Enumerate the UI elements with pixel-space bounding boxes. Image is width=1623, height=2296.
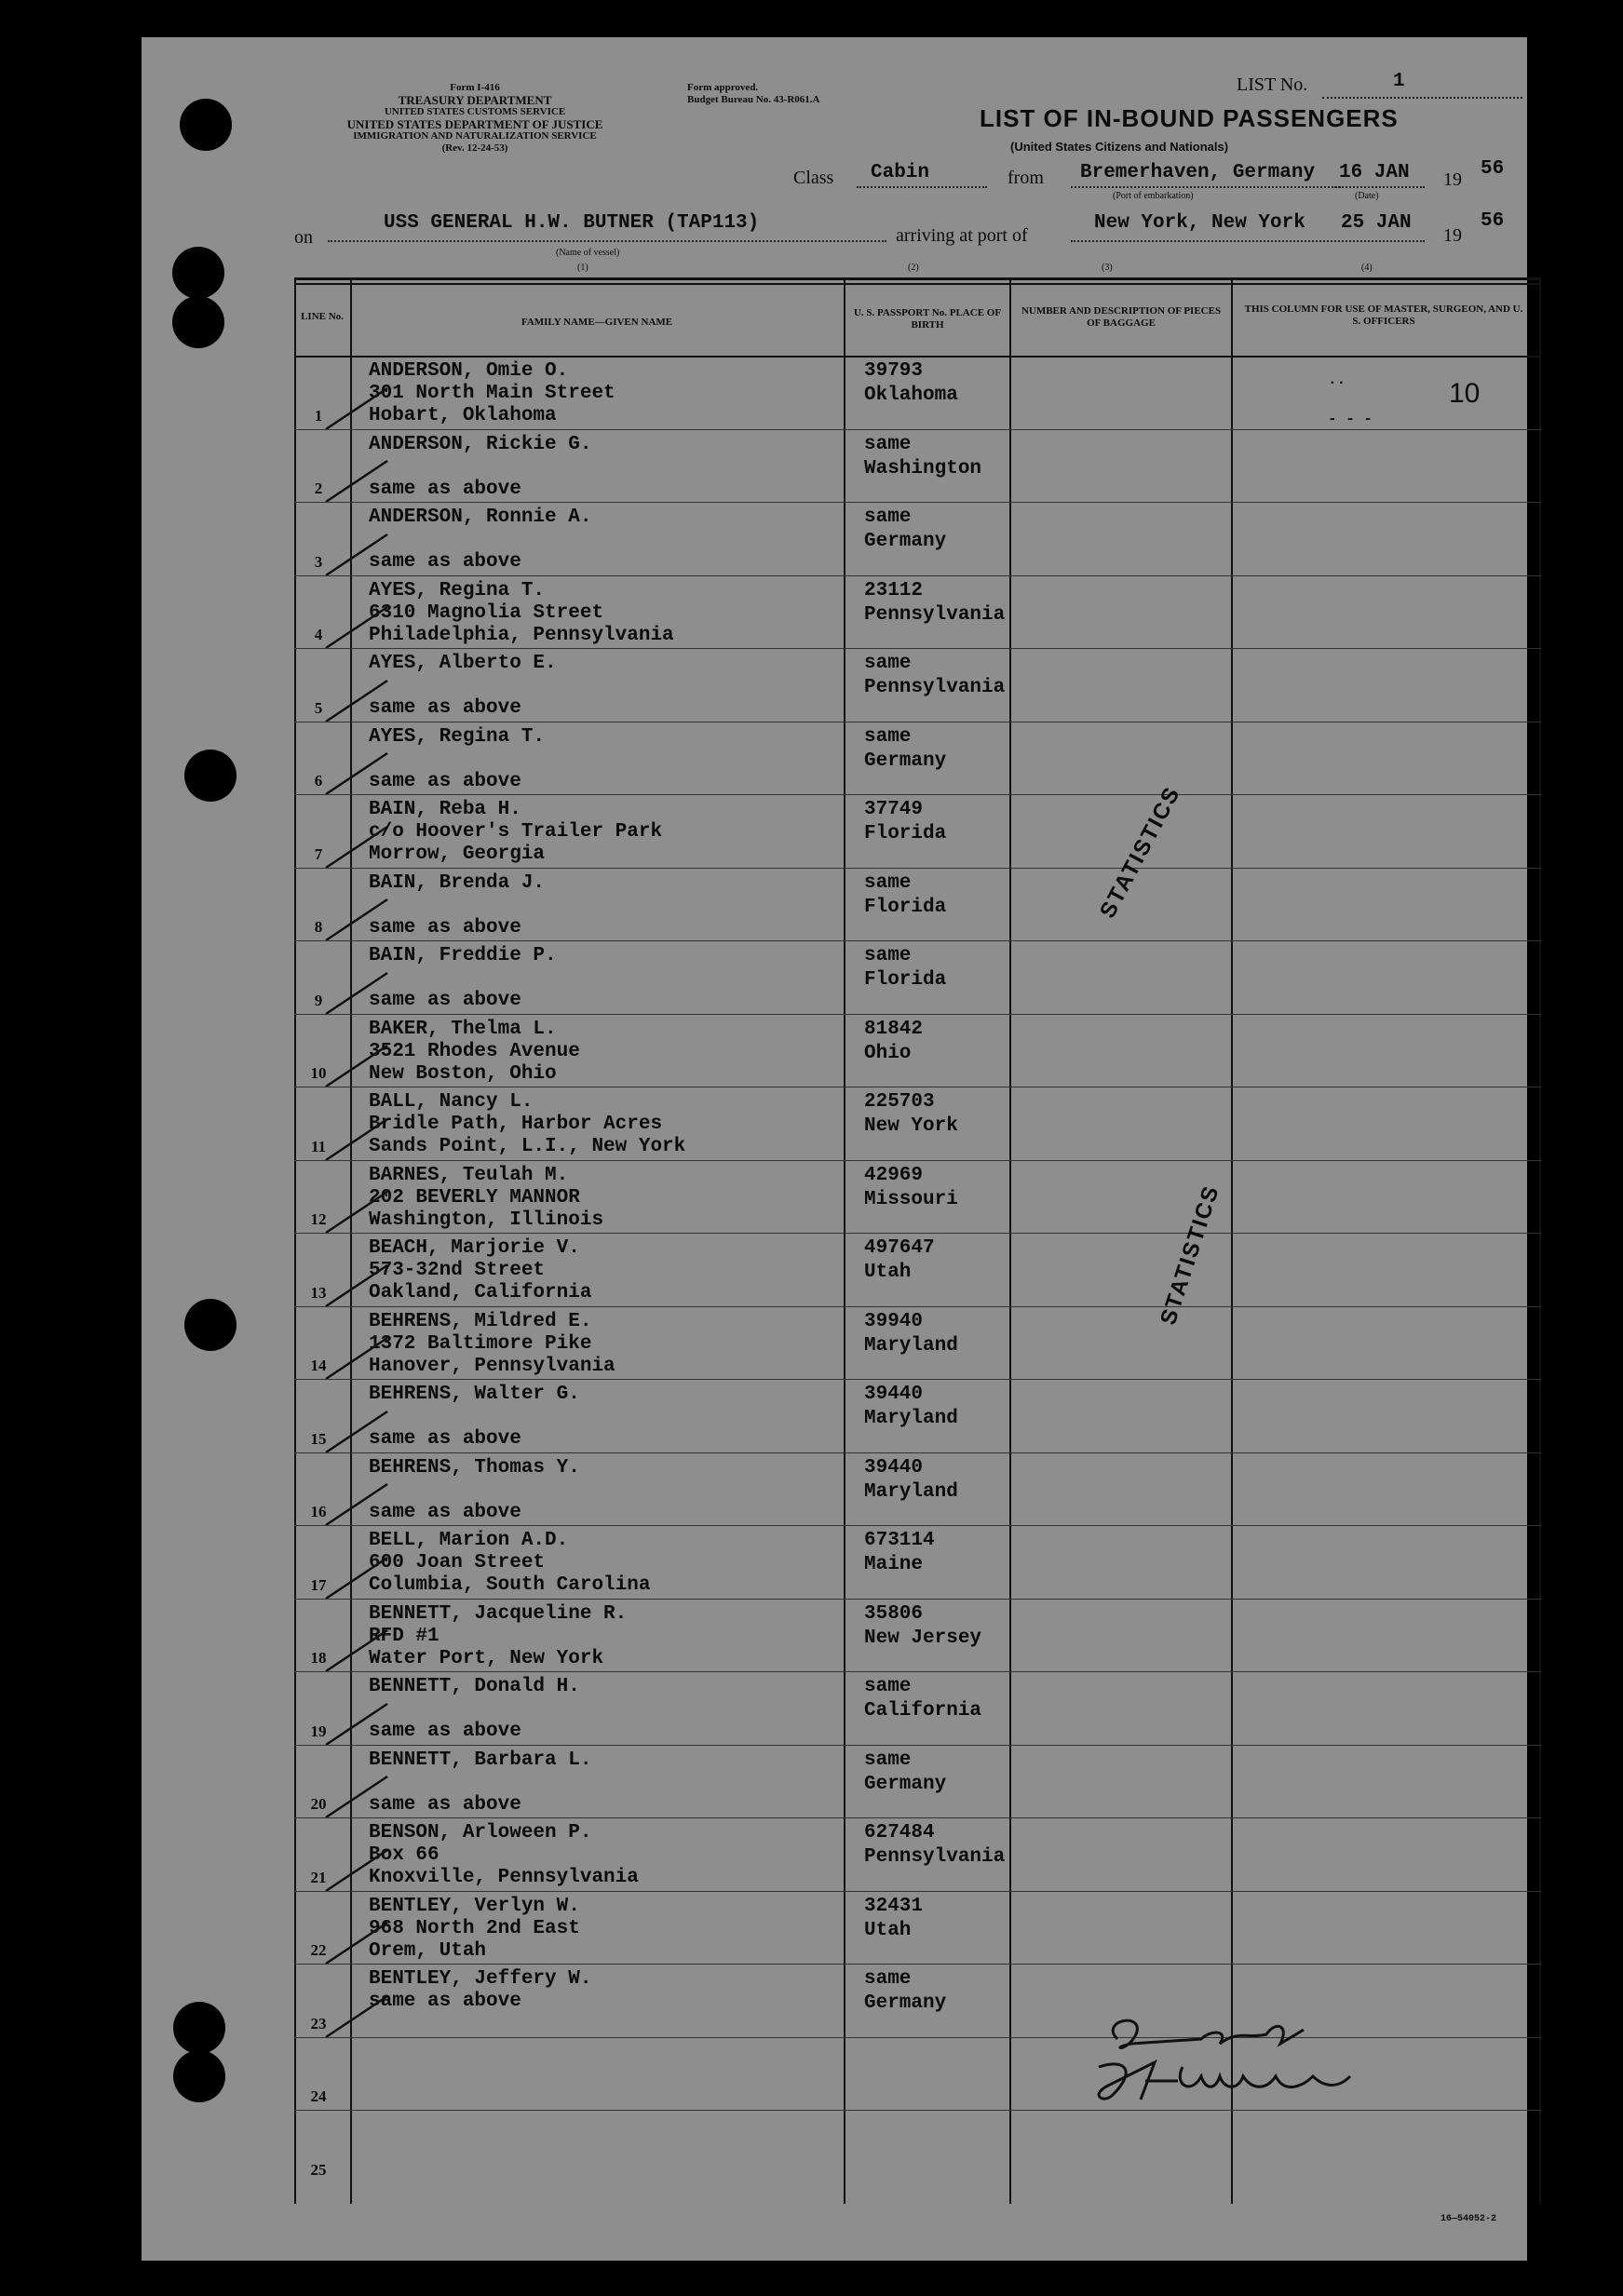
check-mark — [322, 746, 397, 802]
passenger-name: BEHRENS, Mildred E. — [369, 1310, 592, 1332]
row-separator — [294, 1817, 1541, 1818]
form-approval — [687, 82, 820, 106]
passport-number: 81842 — [864, 1018, 924, 1040]
binder-hole — [184, 1299, 237, 1351]
check-mark — [322, 1038, 397, 1094]
passport-number: same — [864, 506, 912, 528]
passport-number: same — [864, 725, 912, 748]
col-2-caption: (2) — [908, 263, 919, 273]
passenger-name: BENSON, Arloween P. — [369, 1822, 592, 1844]
header-family-name: FAMILY NAME—GIVEN NAME — [521, 317, 673, 328]
from-label: from — [1008, 168, 1044, 188]
officer-count: 10 — [1449, 378, 1481, 409]
check-mark — [322, 527, 397, 583]
row-separator — [294, 1671, 1541, 1672]
passenger-address-2: Hobart, Oklahoma — [369, 405, 557, 426]
row-separator — [294, 1160, 1541, 1161]
place-of-birth: Pennsylvania — [864, 677, 1006, 698]
place-of-birth: Germany — [864, 1773, 947, 1795]
binder-hole — [173, 2050, 225, 2102]
check-mark — [322, 1404, 397, 1460]
passenger-name: ANDERSON, Rickie G. — [369, 433, 592, 455]
place-of-birth: New York — [864, 1115, 958, 1137]
place-of-birth: Washington — [864, 457, 982, 479]
from-value: Bremerhaven, Germany — [1080, 162, 1316, 183]
arrival-port: New York, New York — [1094, 212, 1305, 234]
passenger-address-2: Orem, Utah — [369, 1939, 487, 1962]
passenger-name: BEHRENS, Walter G. — [369, 1384, 580, 1405]
passenger-name: BALL, Nancy L. — [369, 1091, 534, 1113]
binder-hole — [172, 247, 224, 299]
passport-number: 37749 — [864, 799, 924, 820]
check-mark — [322, 1184, 397, 1240]
table-top-rule-2 — [294, 283, 1541, 285]
place-of-birth: Germany — [864, 531, 947, 552]
page-subtitle: (United States Citizens and Nationals) — [1010, 140, 1229, 154]
row-separator — [294, 868, 1541, 869]
passenger-name: AYES, Regina T. — [369, 725, 546, 748]
form-number: Form I-416 — [450, 82, 500, 93]
check-mark — [322, 600, 397, 655]
header-line-no: LINE No. — [301, 311, 344, 322]
binder-hole — [184, 750, 237, 802]
table-left-border — [294, 277, 296, 2204]
port-caption: (Port of embarkation) — [1113, 191, 1194, 201]
passenger-name: AYES, Regina T. — [369, 579, 546, 601]
officer-dashes: - - - — [1328, 411, 1373, 427]
row-separator — [294, 648, 1541, 649]
passenger-address-2: Sands Point, L.I., New York — [369, 1136, 686, 1157]
binder-hole — [173, 2002, 225, 2054]
table-top-rule — [294, 277, 1541, 280]
passenger-address-2: Philadelphia, Pennsylvania — [369, 624, 674, 646]
passenger-name: BARNES, Teulah M. — [369, 1164, 569, 1186]
passport-number: 39440 — [864, 1456, 924, 1479]
passport-number: same — [864, 433, 912, 455]
check-mark — [322, 453, 397, 509]
line-number: 5 — [314, 698, 323, 717]
passport-number: 627484 — [864, 1822, 935, 1844]
passenger-address-2: New Boston, Ohio — [369, 1062, 557, 1085]
statistics-stamp: STATISTICS — [1095, 781, 1186, 923]
passenger-name: BEHRENS, Thomas Y. — [369, 1456, 580, 1479]
place-of-birth: Maine — [864, 1554, 924, 1575]
date-caption: (Date) — [1355, 191, 1379, 201]
line-number: 24 — [310, 2087, 327, 2105]
passport-number: same — [864, 871, 912, 894]
passport-number: same — [864, 1749, 912, 1771]
check-mark — [322, 673, 397, 729]
passenger-address-1: 202 BEVERLY MANNOR — [369, 1186, 580, 1209]
passport-number: same — [864, 1676, 912, 1697]
passenger-address-1: 600 Joan Street — [369, 1552, 546, 1573]
officer-signature — [1089, 2002, 1406, 2114]
passenger-address-2: Hanover, Pennsylvania — [369, 1355, 615, 1377]
row-separator — [294, 794, 1541, 795]
check-mark — [322, 1550, 397, 1606]
passenger-address-2: same as above — [369, 916, 521, 939]
passenger-address-2: Water Port, New York — [369, 1647, 604, 1669]
passenger-address-1: 968 North 2nd East — [369, 1917, 580, 1939]
passenger-address-2: Oakland, California — [369, 1282, 592, 1303]
passenger-name: BENNETT, Donald H. — [369, 1676, 580, 1697]
passenger-address-1: Bridle Path, Harbor Acres — [369, 1114, 663, 1135]
passenger-name: AYES, Alberto E. — [369, 653, 557, 674]
from-line — [1071, 186, 1341, 188]
check-mark — [322, 1112, 397, 1168]
line-number: 16 — [310, 1503, 327, 1520]
line-number: 4 — [314, 626, 323, 643]
list-no-value: 1 — [1393, 71, 1405, 92]
passenger-address-2: same as above — [369, 1793, 521, 1816]
place-of-birth: Maryland — [864, 1480, 958, 1503]
check-mark — [322, 1843, 397, 1898]
place-of-birth: Ohio — [864, 1042, 912, 1064]
place-of-birth: New Jersey — [864, 1627, 982, 1649]
row-separator — [294, 1014, 1541, 1015]
check-mark — [322, 381, 397, 437]
line-number: 13 — [310, 1283, 327, 1302]
row-separator — [294, 722, 1541, 723]
page-title: LIST OF IN-BOUND PASSENGERS — [980, 104, 1399, 132]
line-number: 17 — [310, 1575, 327, 1594]
place-of-birth: Florida — [864, 823, 947, 844]
passenger-address-2: same as above — [369, 990, 521, 1011]
check-mark — [322, 1769, 397, 1825]
passenger-address-1: 573-32nd Street — [369, 1260, 546, 1281]
line-number: 15 — [310, 1429, 327, 1448]
row-separator — [294, 502, 1541, 503]
line-number: 22 — [310, 1941, 327, 1959]
passenger-address-1: 6310 Magnolia Street — [369, 601, 604, 624]
arrival-year-prefix: 19 — [1443, 225, 1462, 246]
date-line — [1332, 186, 1425, 188]
passenger-address-2: same as above — [369, 1501, 521, 1523]
col-divider-baggage — [1231, 277, 1233, 2204]
passenger-name: BENTLEY, Verlyn W. — [369, 1895, 580, 1917]
header-officers: THIS COLUMN FOR USE OF MASTER, SURGEON, AND U. S. OFFICERS — [1244, 304, 1523, 327]
passenger-name: ANDERSON, Omie O. — [369, 360, 569, 382]
passenger-name: BAKER, Thelma L. — [369, 1018, 557, 1040]
line-number: 18 — [310, 1649, 327, 1667]
place-of-birth: Maryland — [864, 1408, 958, 1429]
passport-number: 497647 — [864, 1237, 935, 1259]
passenger-address-2: same as above — [369, 770, 521, 792]
passport-number: 35806 — [864, 1602, 924, 1625]
line-number: 2 — [314, 479, 323, 497]
passenger-address-2: same as above — [369, 1428, 521, 1450]
place-of-birth: Utah — [864, 1919, 912, 1941]
list-no-line — [1322, 97, 1522, 99]
passenger-name: BAIN, Reba H. — [369, 799, 521, 820]
passenger-name: BEACH, Marjorie V. — [369, 1237, 580, 1259]
line-number: 21 — [310, 1868, 327, 1886]
place-of-birth: Florida — [864, 896, 947, 918]
passport-number: 42969 — [864, 1164, 924, 1186]
row-separator — [294, 1452, 1541, 1453]
check-mark — [322, 1258, 397, 1314]
col-4-caption: (4) — [1361, 263, 1373, 273]
row-separator — [294, 1964, 1541, 1965]
revision-label: (Rev. 12-24-53) — [441, 142, 508, 154]
passenger-address-2: Washington, Illinois — [369, 1209, 604, 1231]
header-bottom-rule — [294, 356, 1541, 358]
place-of-birth: Florida — [864, 969, 947, 991]
arrival-date: 25 JAN — [1341, 212, 1412, 234]
check-mark — [322, 1477, 397, 1533]
passport-number: 32431 — [864, 1895, 924, 1917]
line-number: 11 — [310, 1137, 327, 1155]
customs-label: UNITED STATES CUSTOMS SERVICE — [384, 106, 566, 117]
passenger-address-1: Box 66 — [369, 1844, 440, 1866]
arrival-line — [1071, 240, 1425, 242]
vessel-line — [328, 240, 886, 242]
place-of-birth: Pennsylvania — [864, 1846, 1006, 1868]
check-mark — [322, 1330, 397, 1386]
on-label: on — [294, 227, 313, 248]
place-of-birth: California — [864, 1700, 982, 1722]
passport-number: 23112 — [864, 579, 924, 601]
passenger-address-1: RFD #1 — [369, 1625, 440, 1647]
departure-year: 56 — [1481, 158, 1505, 180]
passenger-name: BENNETT, Barbara L. — [369, 1749, 592, 1771]
row-separator — [294, 1891, 1541, 1892]
row-separator — [294, 940, 1541, 941]
check-mark — [322, 1696, 397, 1752]
row-separator — [294, 1599, 1541, 1600]
row-separator — [294, 429, 1541, 430]
passenger-table — [294, 277, 1541, 2204]
check-mark — [322, 892, 397, 948]
passenger-address-2: Columbia, South Carolina — [369, 1574, 651, 1596]
passport-number: same — [864, 653, 912, 674]
col-3-caption: (3) — [1102, 263, 1113, 273]
place-of-birth: Maryland — [864, 1334, 958, 1357]
passenger-name: BAIN, Brenda J. — [369, 871, 546, 894]
list-no-label: LIST No. — [1237, 74, 1308, 95]
passenger-name: BAIN, Freddie P. — [369, 945, 557, 966]
line-number: 9 — [314, 991, 323, 1009]
passport-number: same — [864, 1968, 912, 1990]
agency-block — [289, 82, 661, 155]
passenger-address-1: c/o Hoover's Trailer Park — [369, 821, 663, 843]
class-line — [857, 186, 987, 188]
passenger-address-2: same as above — [369, 1721, 521, 1742]
passenger-name: BENTLEY, Jeffery W. — [369, 1968, 592, 1990]
header-baggage: NUMBER AND DESCRIPTION OF PIECES OF BAGGAGE — [1021, 305, 1222, 329]
class-label: Class — [793, 168, 834, 188]
check-mark — [322, 966, 397, 1021]
footer-code: 16—54052-2 — [1440, 2214, 1497, 2224]
departure-date: 16 JAN — [1339, 162, 1410, 183]
passenger-address-2: Knoxville, Pennsylvania — [369, 1867, 639, 1888]
line-number: 7 — [314, 844, 323, 863]
place-of-birth: Germany — [864, 1992, 947, 2014]
treasury-label: TREASURY DEPARTMENT — [398, 93, 552, 107]
check-mark — [322, 1623, 397, 1679]
place-of-birth: Pennsylvania — [864, 603, 1006, 626]
row-separator — [294, 1525, 1541, 1526]
col-divider-name — [844, 277, 845, 2204]
place-of-birth: Oklahoma — [864, 385, 958, 406]
passenger-address-2: Morrow, Georgia — [369, 844, 546, 865]
passenger-name: BELL, Marion A.D. — [369, 1530, 569, 1551]
line-number: 1 — [314, 406, 323, 425]
officer-marks: .. — [1328, 371, 1346, 388]
line-number: 14 — [310, 1357, 327, 1374]
passenger-address-2: same as above — [369, 478, 521, 500]
line-number: 10 — [310, 1064, 327, 1082]
statistics-stamp: STATISTICS — [1156, 1182, 1225, 1329]
col-divider-passport — [1009, 277, 1011, 2204]
check-mark — [322, 1915, 397, 1971]
header-passport: U. S. PASSPORT No. PLACE OF BIRTH — [853, 307, 1002, 331]
check-mark — [322, 819, 397, 875]
class-value: Cabin — [871, 162, 930, 183]
table-right-border — [1539, 277, 1541, 2204]
arrival-year: 56 — [1481, 210, 1505, 232]
passenger-name: ANDERSON, Ronnie A. — [369, 506, 592, 528]
passenger-address-1: 1372 Baltimore Pike — [369, 1332, 592, 1355]
place-of-birth: Missouri — [864, 1188, 958, 1210]
passenger-address-1: 301 North Main Street — [369, 383, 615, 404]
place-of-birth: Utah — [864, 1262, 912, 1283]
line-number: 6 — [314, 772, 323, 790]
row-separator — [294, 1306, 1541, 1307]
line-number: 19 — [310, 1722, 327, 1740]
arriving-label: arriving at port of — [896, 225, 1028, 246]
line-number: 25 — [310, 2160, 327, 2179]
row-separator — [294, 1745, 1541, 1746]
row-separator — [294, 575, 1541, 576]
passenger-address-1: 3521 Rhodes Avenue — [369, 1040, 580, 1062]
justice-label: UNITED STATES DEPARTMENT OF JUSTICE — [346, 117, 603, 131]
passenger-address-1: same as above — [369, 1991, 521, 2012]
line-number: 23 — [310, 2014, 327, 2033]
passport-number: 39440 — [864, 1384, 924, 1405]
passenger-address-2: same as above — [369, 697, 521, 719]
vessel-caption: (Name of vessel) — [556, 248, 620, 258]
binder-hole — [172, 296, 224, 348]
ins-label: IMMIGRATION AND NATURALIZATION SERVICE — [353, 130, 597, 142]
line-number: 12 — [310, 1210, 327, 1228]
passport-number: 39940 — [864, 1310, 924, 1332]
passport-number: 39793 — [864, 360, 924, 382]
passport-number: 673114 — [864, 1530, 935, 1551]
line-number: 20 — [310, 1795, 327, 1813]
check-mark — [322, 1989, 397, 2045]
place-of-birth: Germany — [864, 750, 947, 772]
budget-bureau: Budget Bureau No. 43-R061.A — [687, 94, 820, 105]
binder-hole — [180, 99, 232, 151]
form-approved: Form approved. — [687, 82, 759, 93]
year-prefix: 19 — [1443, 169, 1462, 190]
passport-number: same — [864, 945, 912, 966]
line-number: 3 — [314, 552, 323, 571]
vessel-name: USS GENERAL H.W. BUTNER (TAP113) — [384, 212, 760, 234]
row-separator — [294, 1379, 1541, 1380]
passport-number: 225703 — [864, 1091, 935, 1113]
passenger-address-2: same as above — [369, 551, 521, 573]
col-1-caption: (1) — [577, 263, 588, 273]
row-separator — [294, 1233, 1541, 1234]
line-number: 8 — [314, 918, 323, 936]
passenger-name: BENNETT, Jacqueline R. — [369, 1602, 628, 1625]
